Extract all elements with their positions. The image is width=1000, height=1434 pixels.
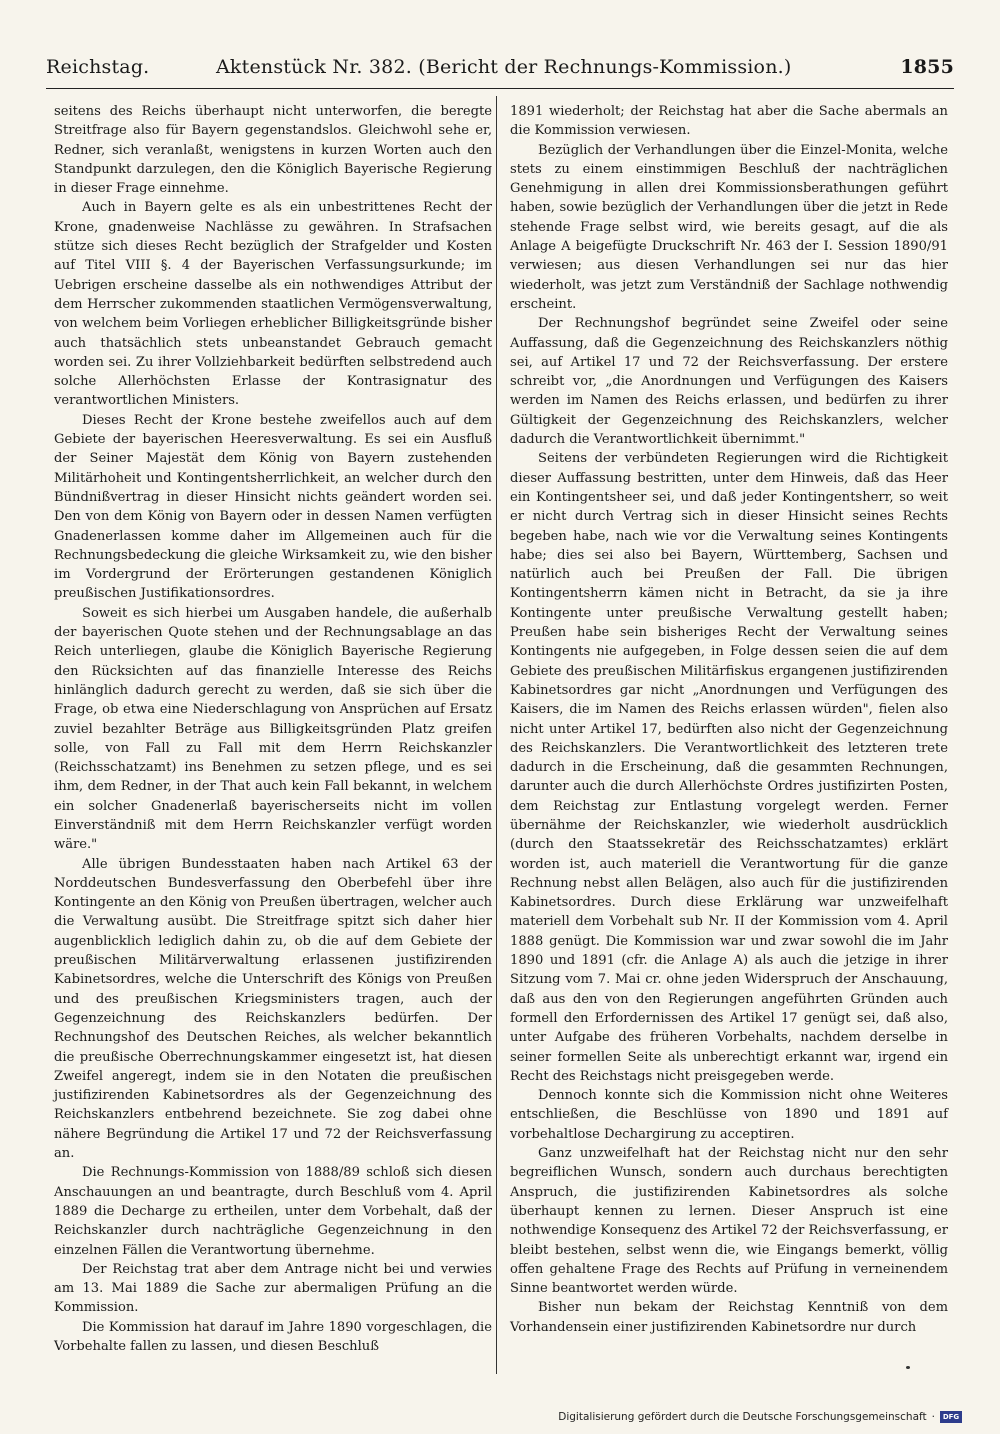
page-number: 1855 bbox=[900, 56, 954, 78]
paragraph: Die Kommission hat darauf im Jahre 1890 vorgeschlagen, die Vorbehalte fallen zu lassen, und diesen Beschluß bbox=[54, 1319, 492, 1354]
right-column bbox=[510, 102, 948, 1337]
column-divider bbox=[496, 96, 497, 1374]
footer-credit bbox=[558, 1411, 962, 1423]
paragraph: Auch in Bayern gelte es als ein unbestrittenes Recht der Krone, gnadenweise Nachlässe zu gewähren. In Strafsachen stütze sich dieses Recht bezüglich der Strafgelder und Kosten auf Titel VIII §. 4 der Bayerischen Verfassungsurkunde; im Uebrigen erscheine dasselbe als ein nothwendiges Attribut der dem Herrscher zukommenden staatlichen Vermögensverwaltung, von welchem beim Vorliegen erheblicher Billigkeitsgründe bisher auch thatsächlich stets unbeanstandet Gebrauch gemacht worden sei. Zu ihrer Vollziehbarkeit bedürften selbstredend auch solche Allerhöchsten Erlasse der Kontrasignatur des verantwortlichen Ministers. bbox=[54, 200, 492, 409]
footer-text: Digitalisierung gefördert durch die Deutsche Forschungsgemeinschaft bbox=[558, 1411, 927, 1423]
paragraph: 1891 wiederholt; der Reichstag hat aber die Sache abermals an die Kommission verwiesen. bbox=[510, 104, 948, 139]
dfg-logo-icon: DFG bbox=[940, 1411, 962, 1423]
ink-dot bbox=[906, 1366, 910, 1369]
header-title: Aktenstück Nr. 382. (Bericht der Rechnungs-Kommission.) bbox=[216, 56, 792, 78]
paragraph: Alle übrigen Bundesstaaten haben nach Artikel 63 der Norddeutschen Bundesverfassung den Oberbefehl über ihre Kontingente an den König von Preußen übertragen, welcher auch die Verwaltung ausübt. Die Streitfrage spitzt sich daher hier augenblicklich lediglich dahin zu, ob die auf dem Gebiete der preußischen Militärverwaltung erlassenen justifizirenden Kabinetsordres, welche die Unterschrift des Königs von Preußen und des preußischen Kriegsministers tragen, auch der Gegenzeichnung des Reichskanzlers bedürfen. Der Rechnungshof des Deutschen Reiches, als welcher bekanntlich die preußische Oberrechnungskammer eingesetzt ist, hat diesen Zweifel angeregt, indem sie in den Notaten die preußischen justifizirenden Kabinetsordres als der Gegenzeichnung des Reichskanzlers entbehrend bezeichnete. Sie zog dabei ohne nähere Begründung die Artikel 17 und 72 der Reichsverfassung an. bbox=[54, 856, 492, 1162]
left-column bbox=[54, 102, 492, 1356]
page-header bbox=[46, 56, 954, 84]
paragraph: Seitens der verbündeten Regierungen wird die Richtigkeit dieser Auffassung bestritten, unter dem Hinweis, daß das Heer ein Kontingentsheer sei, und daß jeder Kontingentsherr, so weit er nicht durch Vertrag sich in dieser Hinsicht seines Rechts begeben habe, nach wie vor die Verwaltung seines Kontingents habe; dies sei also bei Bayern, Württemberg, Sachsen und natürlich auch bei Preußen der Fall. Die übrigen Kontingentsherrn kämen nicht in Betracht, da sie ja ihre Kontingente unter preußische Verwaltung gestellt haben; Preußen habe sein bisheriges Recht der Verwaltung seines Kontingents nie aufgegeben, in Folge dessen seien die auf dem Gebiete des preußischen Militärfiskus ergangenen justifizirenden Kabinetsordres gar nicht „Anordnungen und Verfügungen des Kaisers, die im Namen des Reichs erlassen würden", fielen also nicht unter Artikel 17, bedürften also nicht der Gegenzeichnung des Reichskanzlers. Die Verantwortlichkeit des letzteren trete dadurch in die Erscheinung, daß die gesammten Rechnungen, darunter auch die durch Allerhöchste Ordres justifizirten Posten, dem Reichstag zur Entlastung vorgelegt werden. Ferner übernähme der Reichskanzler, wie wiederholt ausdrücklich (durch den Staatssekretär des Reichsschatzamtes) erklärt worden ist, auch materiell die Verantwortung für die ganze Rechnung nebst allen Belägen, also auch für die justifizirenden Kabinetsordres. Durch diese Erklärung war unzweifelhaft materiell dem Vorbehalt sub Nr. II der Kommission vom 4. April 1888 genügt. Die Kommission war und zwar sowohl die im Jahr 1890 und 1891 (cfr. die Anlage A) als auch die jetzige in ihrer Sitzung vom 7. Mai cr. ohne jeden Widerspruch der Anschauung, daß aus den von den Regierungen angeführten Gründen auch formell den Erfordernissen des Artikel 17 genügt sei, daß also, unter Aufgabe des früheren Vorbehalts, nachdem derselbe in seiner formellen Seite als unberechtigt erkannt war, irgend ein Recht des Reichstags nicht preisgegeben werde. bbox=[510, 451, 948, 1084]
paragraph: Der Reichstag trat aber dem Antrage nicht bei und verwies am 13. Mai 1889 die Sache zur abermaligen Prüfung an die Kommission. bbox=[54, 1261, 492, 1316]
paragraph: Die Rechnungs-Kommission von 1888/89 schloß sich diesen Anschauungen an und beantragte, durch Beschluß vom 4. April 1889 die Decharge zu ertheilen, unter dem Vorbehalt, daß der Reichskanzler durch nachträgliche Gegenzeichnung in den einzelnen Fällen die Verantwortung übernehme. bbox=[54, 1165, 492, 1258]
footer-separator: · bbox=[931, 1411, 935, 1423]
paragraph: Ganz unzweifelhaft hat der Reichstag nicht nur den sehr begreiflichen Wunsch, sondern auch durchaus berechtigten Anspruch, die justifizirenden Kabinetsordres als solche überhaupt kennen zu lernen. Dieser Anspruch ist eine nothwendige Konsequenz des Artikel 72 der Reichsverfassung, er bleibt bestehen, selbst wenn die, wie Eingangs bemerkt, völlig offen gehaltene Frage des Rechts auf Prüfung in verneinendem Sinne beantwortet werden würde. bbox=[510, 1146, 948, 1297]
paragraph: Der Rechnungshof begründet seine Zweifel oder seine Auffassung, daß die Gegenzeichnung des Reichskanzlers nöthig sei, auf Artikel 17 und 72 der Reichsverfassung. Der erstere schreibt vor, „die Anordnungen und Verfügungen des Kaisers werden im Namen des Reichs erlassen, und bedürfen zu ihrer Gültigkeit der Gegenzeichnung des Reichskanzlers, welcher dadurch die Verantwortlichkeit übernimmt." bbox=[510, 316, 948, 448]
header-reichstag: Reichstag. bbox=[46, 56, 150, 78]
paragraph: Bisher nun bekam der Reichstag Kenntniß von dem Vorhandensein einer justifizirenden Kabinetsordre nur durch bbox=[510, 1300, 948, 1335]
paragraph: Bezüglich der Verhandlungen über die Einzel-Monita, welche stets zu einem einstimmigen Beschluß der nachträglichen Genehmigung in allen drei Kommissionsberathungen geführt haben, sowie bezüglich der Verhandlungen über die jetzt in Rede stehende Frage selbst wird, wie bereits gesagt, auf die als Anlage A beigefügte Druckschrift Nr. 463 der I. Session 1890/91 verwiesen; aus diesen Verhandlungen sei nur das hier wiederholt, was jetzt zum Verständniß der Sachlage nothwendig erscheint. bbox=[510, 142, 948, 312]
paragraph: Dieses Recht der Krone bestehe zweifellos auch auf dem Gebiete der bayerischen Heeresverwaltung. Es sei ein Ausfluß der Seiner Majestät dem König von Bayern zustehenden Militärhoheit und Kontingentsherrlichkeit, an welcher durch den Bündnißvertrag in dieser Hinsicht nichts geändert worden sei. Den von dem König von Bayern oder in dessen Namen verfügten Gnadenerlassen komme daher im Allgemeinen auch für die Rechnungsbedeckung die gleiche Wirksamkeit zu, wie den bisher im Vordergrund der Erörterungen gestandenen Königlich preußischen Justifikationsordres. bbox=[54, 412, 492, 602]
paragraph: seitens des Reichs überhaupt nicht unterworfen, die beregte Streitfrage also für Bayern gegenstandslos. Gleichwohl sehe er, Redner, sich veranlaßt, wenigstens in kurzen Worten auch den Standpunkt darzulegen, den die Königlich Bayerische Regierung in dieser Frage einnehme. bbox=[54, 104, 492, 197]
paragraph: Soweit es sich hierbei um Ausgaben handele, die außerhalb der bayerischen Quote stehen und der Rechnungsablage an das Reich unterliegen, glaube die Königlich Bayerische Regierung den Rücksichten auf das finanzielle Interesse des Reichs hinlänglich dadurch gerecht zu werden, daß sie sich über die Frage, ob etwa eine Niederschlagung von Ansprüchen auf Ersatz zuviel bezahlter Beträge aus Billigkeitsgründen Platz greifen solle, von Fall zu Fall mit dem Herrn Reichskanzler (Reichsschatzamt) ins Benehmen zu setzen pflege, und es sei ihm, dem Redner, in der That auch kein Fall bekannt, in welchem ein solcher Gnadenerlaß bayerischerseits nicht im vollen Einverständniß mit dem Herrn Reichskanzler verfügt worden wäre." bbox=[54, 605, 492, 853]
header-rule bbox=[46, 88, 954, 89]
paragraph: Dennoch konnte sich die Kommission nicht ohne Weiteres entschließen, die Beschlüsse von 1890 und 1891 auf vorbehaltlose Dechargirung zu acceptiren. bbox=[510, 1088, 948, 1142]
